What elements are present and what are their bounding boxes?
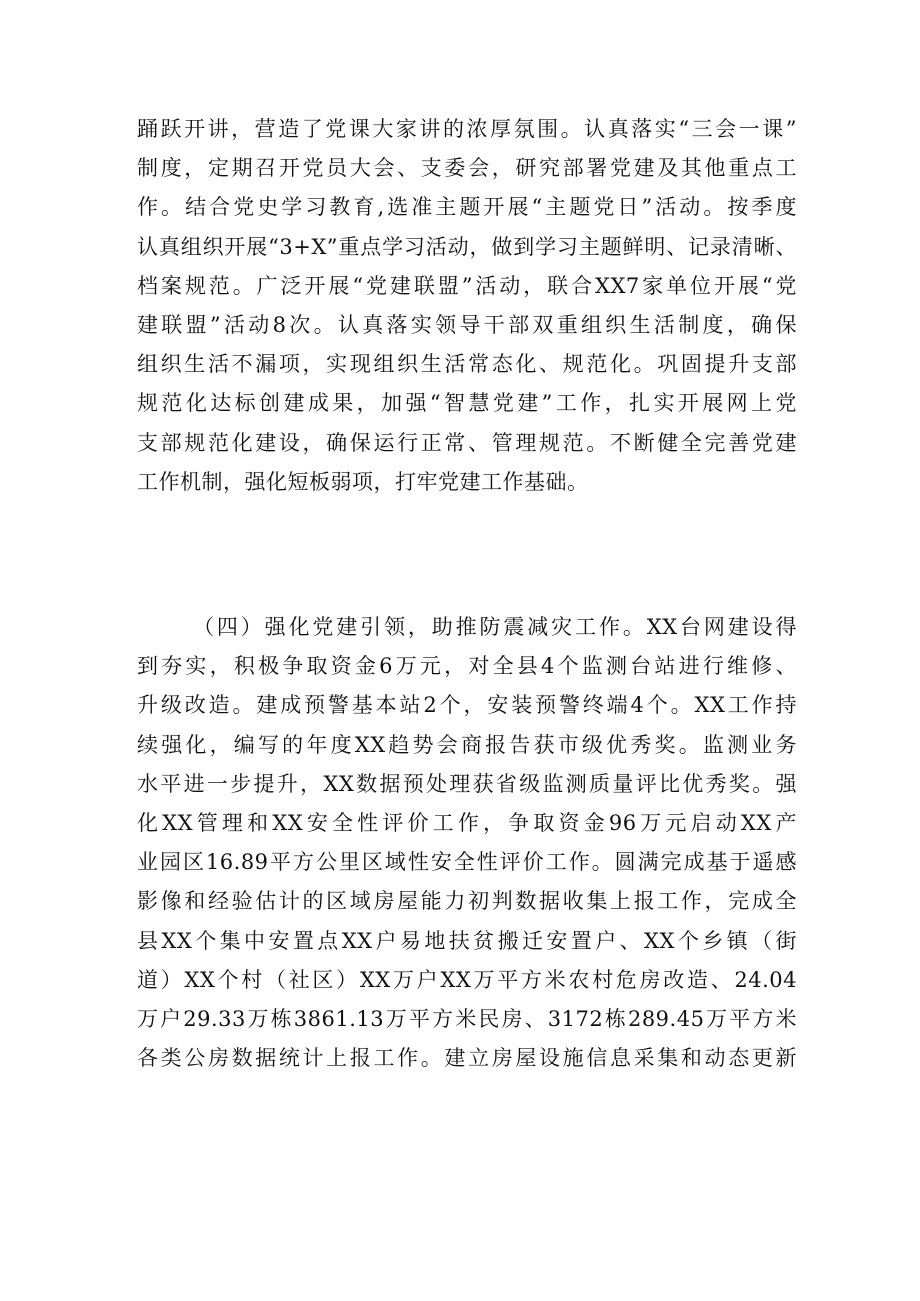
text-line: 化XX管理和XX安全性评价工作，争取资金96万元启动XX产 xyxy=(137,810,797,835)
text-line: 升级改造。建成预警基本站2个，安装预警终端4个。XX工作持 xyxy=(137,693,797,718)
text-line: 水平进一步提升，XX数据预处理获省级监测质量评比优秀奖。强 xyxy=(137,771,797,796)
text-line: 道）XX个村（社区）XX万户XX万平方米农村危房改造、24.04 xyxy=(137,967,797,992)
text-line: 各类公房数据统计上报工作。建立房屋设施信息采集和动态更新 xyxy=(137,1046,797,1071)
text-line: 续强化，编写的年度XX趋势会商报告获市级优秀奖。监测业务 xyxy=(137,732,797,757)
paragraph-earthquake-prevention xyxy=(137,608,797,1078)
text-line: 业园区16.89平方公里区域性安全性评价工作。圆满完成基于遥感 xyxy=(137,850,797,875)
text-line: 影像和经验估计的区域房屋能力初判数据收集上报工作，完成全 xyxy=(137,889,797,914)
text-line: 组织生活不漏项，实现组织生活常态化、规范化。巩固提升支部 xyxy=(137,352,797,377)
text-line: 规范化达标创建成果，加强“智慧党建”工作，扎实开展网上党 xyxy=(137,391,797,416)
text-line: 工作机制，强化短板弱项，打牢党建工作基础。 xyxy=(137,469,589,494)
text-line: 万户29.33万栋3861.13万平方米民房、3172栋289.45万平方米 xyxy=(137,1006,797,1031)
section-heading-line: （四）强化党建引领，助推防震减灾工作。XX台网建设得 xyxy=(193,615,797,639)
text-line: 到夯实，积极争取资金6万元，对全县4个监测台站进行维修、 xyxy=(137,654,797,679)
text-line: 支部规范化建设，确保运行正常、管理规范。不断健全完善党建 xyxy=(137,430,797,455)
text-line: 档案规范。广泛开展“党建联盟”活动，联合XX7家单位开展“党 xyxy=(137,273,797,298)
text-line: 作。结合党史学习教育,选准主题开展“主题党日”活动。按季度 xyxy=(137,195,797,220)
text-line: 县XX个集中安置点XX户易地扶贫搬迁安置户、XX个乡镇（街 xyxy=(137,928,797,953)
paragraph-party-building xyxy=(137,110,797,502)
text-line: 认真组织开展“3+X”重点学习活动，做到学习主题鲜明、记录清晰、 xyxy=(137,234,797,259)
text-line: 制度，定期召开党员大会、支委会，研究部署党建及其他重点工 xyxy=(137,156,797,181)
text-line: 建联盟”活动8次。认真落实领导干部双重组织生活制度，确保 xyxy=(137,312,797,337)
text-line: 踊跃开讲，营造了党课大家讲的浓厚氛围。认真落实“三会一课” xyxy=(137,117,797,141)
